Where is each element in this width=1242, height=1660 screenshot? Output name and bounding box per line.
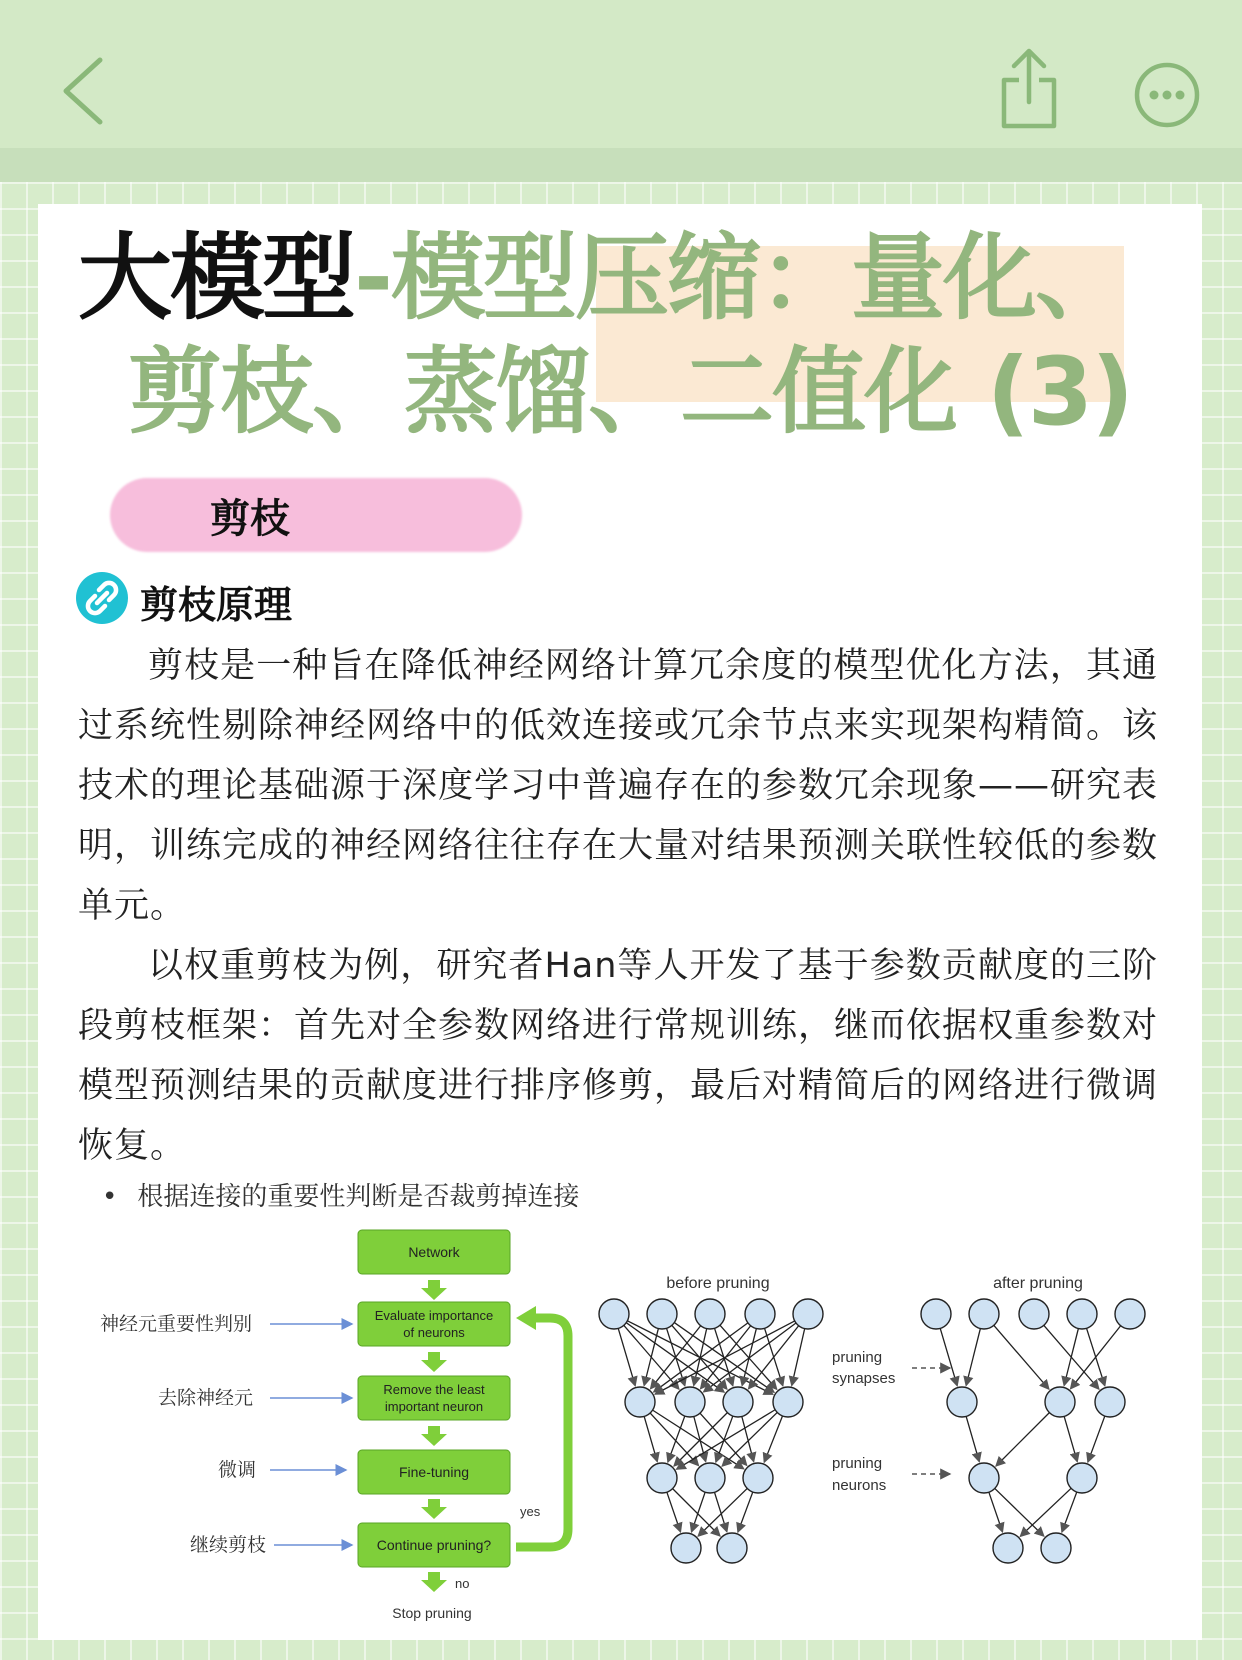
flow-text-evaluate-2: of neurons — [403, 1325, 465, 1340]
after-net-node — [947, 1387, 977, 1417]
before-net-node — [773, 1387, 803, 1417]
chevron-left-icon[interactable] — [58, 56, 108, 126]
bullet-dot: • — [102, 1182, 118, 1212]
before-net-edge — [672, 1325, 727, 1389]
before-net-edge — [618, 1328, 635, 1385]
flow-text-finetune: Fine-tuning — [398, 1464, 470, 1480]
before-net-edge — [650, 1413, 698, 1465]
after-net-node — [993, 1533, 1023, 1563]
bullet-text: 根据连接的重要性判断是否裁剪掉连接 — [137, 1182, 580, 1212]
before-net-edge — [738, 1492, 753, 1532]
after-net-node — [1045, 1387, 1075, 1417]
flow-text-evaluate-1: Evaluate importance — [374, 1308, 494, 1323]
before-net-node — [793, 1299, 823, 1329]
after-net-edge — [966, 1416, 979, 1461]
flow-arrow-5 — [421, 1572, 447, 1592]
before-net-edge — [651, 1326, 701, 1389]
before-net-node — [647, 1299, 677, 1329]
flow-arrow-4 — [421, 1499, 447, 1519]
bullet-item — [102, 1176, 579, 1213]
before-net-edge — [677, 1410, 776, 1469]
link-icon — [76, 572, 128, 624]
before-net-node — [717, 1533, 747, 1563]
network-after — [921, 1299, 1145, 1563]
after-net-node — [1041, 1533, 1071, 1563]
flowchart — [100, 1230, 568, 1621]
flow-stop-label: Stop pruning — [392, 1605, 472, 1621]
before-net-edge — [644, 1416, 657, 1461]
after-net-edge — [996, 1413, 1049, 1466]
flow-yes-label: yes — [520, 1504, 541, 1519]
before-net-node — [625, 1387, 655, 1417]
before-net-edge — [668, 1416, 685, 1462]
after-net-node — [1067, 1299, 1097, 1329]
pruning-neurons-label-1: pruning — [832, 1455, 883, 1472]
before-net-edge — [714, 1492, 726, 1531]
flow-text-remove-1: Remove the least — [383, 1382, 485, 1397]
after-net-edge — [1064, 1329, 1078, 1386]
before-net-edge — [700, 1413, 747, 1465]
title-dark-part: 大模型 — [78, 224, 355, 333]
flow-label-importance: 神经元重要性判别 — [100, 1314, 253, 1335]
before-net-edge — [653, 1410, 744, 1469]
network-before — [599, 1299, 823, 1563]
flow-arrow-2 — [421, 1352, 447, 1372]
pruning-figure — [90, 1210, 1150, 1630]
flow-arrow-1 — [421, 1280, 447, 1300]
before-net-node — [723, 1387, 753, 1417]
before-net-edge — [716, 1416, 733, 1462]
after-net-node — [1067, 1463, 1097, 1493]
before-net-node — [647, 1463, 677, 1493]
share-icon[interactable] — [1000, 46, 1058, 130]
title-green-part-2: 剪枝、蒸馏、二值化 (3) — [128, 338, 1133, 447]
before-net-node — [675, 1387, 705, 1417]
before-net-node — [695, 1463, 725, 1493]
after-net-edge — [1088, 1416, 1105, 1462]
after-net-node — [1115, 1299, 1145, 1329]
flow-text-remove-2: important neuron — [384, 1399, 484, 1414]
after-net-edge — [966, 1329, 980, 1386]
after-net-node — [921, 1299, 951, 1329]
flow-label-remove: 去除神经元 — [158, 1388, 254, 1409]
after-net-edge — [994, 1325, 1049, 1389]
after-net-edge — [940, 1328, 957, 1385]
before-net-edge — [722, 1412, 777, 1466]
pruning-synapses-label-1: pruning — [832, 1349, 883, 1366]
subsection-title: 剪枝原理 — [140, 583, 293, 627]
paragraph-2: 以权重剪枝为例，研究者Han等人开发了基于参数贡献度的三阶段剪枝框架：首先对全参数网络进行常规训练，继而依据权重参数对模型预测结果的贡献度进行排序修剪，最后对精简后的网络进行微调恢复。 — [78, 946, 1159, 1166]
before-net-edge — [692, 1492, 706, 1532]
flow-no-label: no — [455, 1576, 470, 1591]
more-dots-icon[interactable] — [1134, 62, 1200, 128]
before-net-node — [743, 1463, 773, 1493]
before-net-node — [695, 1299, 725, 1329]
before-pruning-label: before pruning — [666, 1275, 770, 1292]
pruning-synapses-label-2: synapses — [832, 1370, 896, 1387]
flow-label-continue: 继续剪枝 — [190, 1535, 267, 1556]
before-net-node — [599, 1299, 629, 1329]
after-net-node — [969, 1299, 999, 1329]
before-net-node — [745, 1299, 775, 1329]
pruning-neurons-label-2: neurons — [832, 1477, 887, 1494]
flow-loop-arrowhead — [516, 1306, 536, 1330]
after-net-edge — [1062, 1492, 1077, 1532]
flow-arrow-3 — [421, 1426, 447, 1446]
section-pill-highlight — [110, 478, 522, 552]
after-net-node — [1019, 1299, 1049, 1329]
before-net-edge — [674, 1413, 727, 1466]
flow-text-network: Network — [408, 1244, 460, 1260]
after-net-edge — [1064, 1416, 1077, 1461]
before-net-edge — [667, 1492, 681, 1532]
title-green-part-1: -模型压缩：量化、 — [354, 224, 1128, 333]
before-net-edge — [698, 1488, 747, 1536]
before-net-node — [671, 1533, 701, 1563]
after-pruning-label: after pruning — [993, 1275, 1083, 1292]
after-net-node — [1095, 1387, 1125, 1417]
top-bar — [0, 0, 1242, 148]
after-net-edge — [989, 1492, 1003, 1532]
after-net-node — [969, 1463, 999, 1493]
section-label: 剪枝 — [210, 496, 290, 542]
paragraph-1: 剪枝是一种旨在降低神经网络计算冗余度的模型优化方法，其通过系统性剔除神经网络中的低效连接或冗余节点来实现架构精简。该技术的理论基础源于深度学习中普遍存在的参数冗余现象——研究表明，训练完成的神经网络往往存在大量对结果预测关联性较低的参数单元。 — [78, 646, 1159, 926]
after-net-edge — [1071, 1326, 1121, 1389]
header-strip — [0, 148, 1242, 182]
before-net-edge — [749, 1326, 799, 1389]
before-net-edge — [792, 1329, 805, 1386]
page-title — [78, 222, 1208, 450]
flow-text-continue: Continue pruning? — [376, 1537, 492, 1553]
flow-label-finetune: 微调 — [218, 1460, 257, 1481]
